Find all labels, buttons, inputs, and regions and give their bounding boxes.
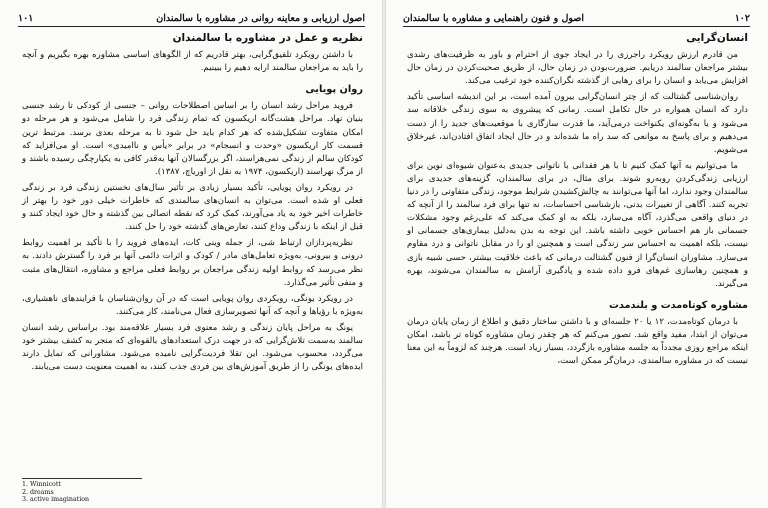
footnote: 3. active imagination (22, 496, 90, 504)
right-paragraph: من قادرم ارزش رویکرد راجرزی را در ایجاد جوی از احترام و باور به ظرفیت‌های رشدی بیشتر مراجعان سالمند دریابم. ضرورت‌بودن در زمان حال، از طریق صحبت‌کردن در زمان حال افزایش می‌یابد و انسان را برای رهایی از گذشته نگران‌کننده خود ترغیب می‌کند. (407, 50, 748, 87)
left-section-heading: روان پویایی (305, 84, 363, 96)
left-header-title: اصول ارزیابی و معاینه روانی در مشاوره با سالمندان (156, 13, 365, 24)
left-paragraph: نظریه‌پردازان ارتباط شی، از جمله وینی کات، ایده‌های فروید را با تأکید بر اهمیت روابط درونی و بیرونی، به‌ویژه تعامل‌های مادر / کودک و اثرات دائمی آنها بر فرد را گسترش دادند. به نظر می‌رسد که روابط اولیه زندگی مراجعان بر روابط فعلی مراجع و مشاوره، انتقال‌های مثبت و منفی تأثیر می‌گذارد. (22, 238, 363, 288)
left-intro-paragraph: با داشتن رویکرد تلفیق‌گرایی، بهتر قادریم که از الگوهای اساسی مشاوره بهره بگیریم و آنچه را باید به مراجعان سالمند ارایه دهیم را ببینیم. (22, 50, 363, 74)
footnote: 1. Winnicott (22, 481, 61, 489)
left-paragraph: فروید مراحل رشد انسان را بر اساس اصطلاحات روانی – جنسی از کودکی تا رشد جنسی بنیان نهاد. مراحل هشت‌گانه اریکسون که تمام زندگی فرد را شامل می‌شود و هر مرحله دو امکان متفاوت تشکیل‌شده که هر کدام باید حل شود تا به مرحله بعدی برسد. مرتبط ترین قسمت کار اریکسون «وحدت و انسجام» در برابر «یأس و ناامیدی» است. او می‌افزاید که کودکان سالم از زندگی نمی‌هراسند، اگر بزرگسالان آنها به‌قدر کافی به یکپارچگی رسیده باشند و از مرگ نهراسند (اریکسون، ۱۹۷۴ به نقل از اوریاچ، ۱۳۸۷). (22, 101, 363, 177)
right-page-number: ۱۰۲ (734, 13, 750, 24)
right-paragraph: روان‌شناسی گشتالت که از چتر انسان‌گرایی بیرون آمده است، بر این اندیشه اساسی تأکید دارد که انسان همواره در حال تکامل است. زمانی که پیشروی به سوی زندگی خلاقانه سد می‌شود و یا به‌گونه‌ای یکنواخت درمی‌آید، ما قدرت سازگاری با موقعیت‌های جدید را از دست می‌دهیم و برای پاسخ به موانعی که سد راه ما شده‌اند و در حال ایجاد اتفاق افتادن‌اند، غیرخلاق می‌شویم. (407, 92, 748, 155)
right-paragraph: با درمان کوتاه‌مدت، ۱۲ یا ۲۰ جلسه‌ای و با داشتن ساختار دقیق و اطلاع از زمان پایان درمان می‌توان از ابتدا، مفید واقع شد. تصور می‌کنم که هر چقدر زمان مشاوره کوتاه تر باشد، امکان اینکه مراجع روزی مجدداً به جلسه مشاوره بازگردد، بسیار زیاد است. هرچند که لزوماً به این معنا نیست که در مشاوره سالمندی، درمان‌گر ممکن است، (407, 316, 748, 367)
left-paragraph: در رویکرد یونگی، رویکردی روان پویایی است که در آن روان‌شناسان با فرایندهای ناهشیاری، به‌ویژه با رؤیاها و آنچه که آنها تصویرسازی فعال می‌نامند، کار می‌کنند. (22, 293, 363, 317)
left-paragraph: در رویکرد روان پویایی، تأکید بسیار زیادی بر تأثیر سال‌های نخستین زندگی فرد بر زندگی فعلی او شده است. می‌توان به انسان‌های سالمندی که خاطرات خیلی دور خود را بهتر از خاطرات اخیر خود به یاد می‌آورند، کمک کرد که نقطه اتصالی بین گذشته و حال خود ایجاد کنند و قبل از اینکه با زندگی وداع کنند، تعارض‌های گذشته خود را حل کنند. (22, 182, 363, 233)
right-page-header (403, 8, 750, 27)
left-chapter-heading: نظریه و عمل در مشاوره با سالمندان (172, 32, 363, 44)
left-footnotes (22, 478, 142, 504)
right-section-heading-short-long: مشاوره کوتاه‌مدت و بلندمدت (608, 299, 748, 311)
left-page-number: ۱۰۱ (18, 13, 34, 24)
footnote: 2. dreams (22, 488, 54, 496)
left-paragraph: یونگ به مراحل پایان زندگی و رشد معنوی فرد بسیار علاقه‌مند بود. براساس رشد انسان سالمند به‌سمت تلاش‌گرایی که در جهت درک استعدادهای بالقوه‌ای که منجر به کشف بیشتر خود می‌گردد، محسوب می‌شود. این تقلا فردیت‌گرایی نامیده می‌شود. مشاورانی که تمایل دارند ایده‌های یونگی را از طریق آموزش‌های بین فردی جذب کنند، به اهمیت معنویت دست می‌یابند. (22, 322, 363, 373)
book-gutter (382, 0, 386, 508)
left-page-header (18, 8, 365, 27)
left-page-body (22, 30, 363, 498)
right-paragraph: ما می‌توانیم به آنها کمک کنیم تا با هر فقدانی با ناتوانی جدیدی به‌عنوان شیوه‌ای نوین برای ارزیابی زندگی‌کردن روبه‌رو شوند. برای مثال، در برای سالمندان، گزینه‌های جدیدی برای سالمندان وجود ندارد، اما آنها می‌توانند به چالش‌کشیدن شرایط موجود، زندگی متفاوتی را در دنیا تجربه کنند. آگاهی از تغییرات بدنی، بازشناسی احساسات، نه تنها برای فرد سالمند را از آنچه که در دنیای واقعی می‌گذرد، آگاه می‌سازد، بلکه به او کمک می‌کند که علی‌رغم وجود مشکلات جسمانی باز هم احساس خوبی داشته باشد. این توجه به بدن به‌دلیل بیماری‌های جسمانی او نیست، بلکه اهمیت به احساس سر زندگی است و همچنین او را در مقابل ناتوانی و درد مقاوم می‌سازد. مشاوران انسان‌گرا از فنون گشتالت درمانی که باعث خلاقیت بیشتر، حسی شبیه بازی و همچنین رهاسازی غم‌های فرو داده شده و پادگیری آرامش به سالمندان می‌شوند، بهره می‌گیرند. (407, 160, 748, 289)
right-page (384, 0, 768, 508)
right-section-heading-humanism: انسان‌گرایی (686, 32, 748, 44)
right-header-title: اصول و فنون راهنمایی و مشاوره با سالمندان (403, 13, 585, 24)
right-page-body (407, 30, 748, 498)
